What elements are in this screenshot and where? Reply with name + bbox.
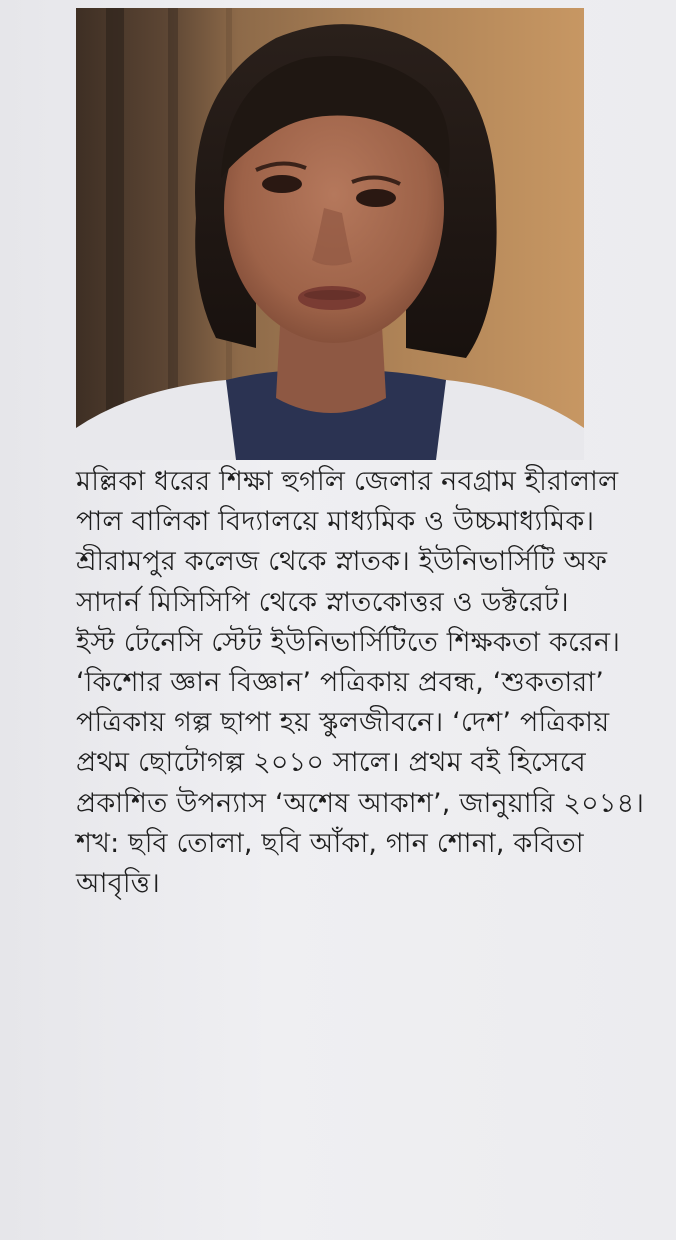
bio-hobbies: শখ: ছবি তোলা, ছবি আঁকা, গান শোনা, কবিতা আবৃত্তি। [76,827,584,900]
bio-profession: ইস্ট টেনেসি স্টেট ইউনিভার্সিটিতে শিক্ষকতা করেন। [76,626,621,658]
bio-publications: ‘কিশোর জ্ঞান বিজ্ঞান’ পত্রিকায় প্রবন্ধ, ‘শুকতারা’ পত্রিকায় গল্প ছাপা হয় স্কুলজীবনে। ‘দেশ’ পত্রিকায় প্রথম ছোটোগল্প ২০১০ সালে। প্রথম বই হিসেবে প্রকাশিত উপন্যাস ‘অশেষ আকাশ’, জানুয়ারি ২০১৪। [76,667,645,819]
bio-education: মল্লিকা ধরের শিক্ষা হুগলি জেলার নবগ্রাম হীরালাল পাল বালিকা বিদ্যালয়ে মাধ্যমিক ও উচ্চমাধ্যমিক। শ্রীরামপুর কলেজ থেকে স্নাতক। ইউনিভার্সিটি অফ সাদার্ন মিসিসিপি থেকে স্নাতকোত্তর ও ডক্টরেট। [76,466,619,618]
author-bio [76,462,666,904]
author-photo [76,8,584,460]
author-portrait-icon [76,8,584,460]
